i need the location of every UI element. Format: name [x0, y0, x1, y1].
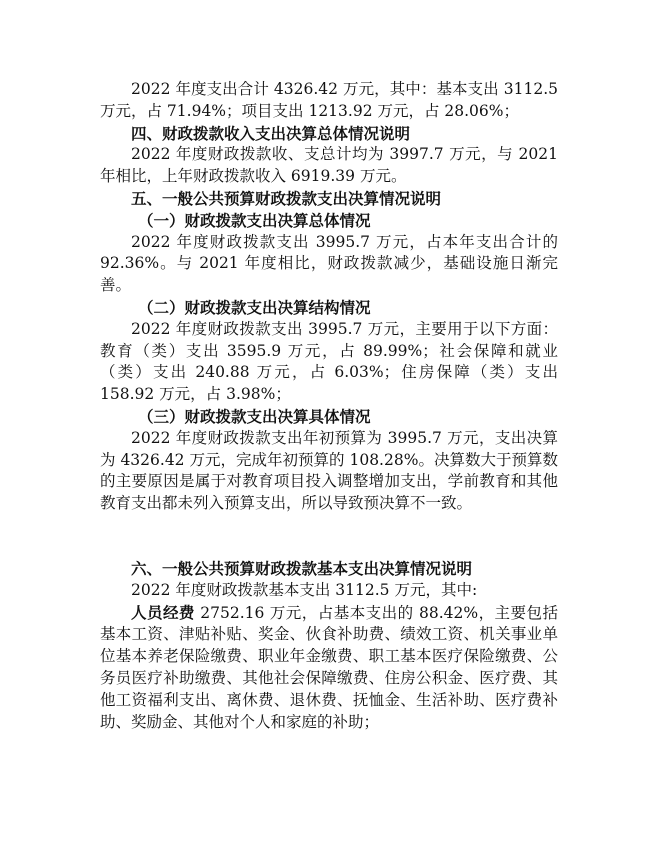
section-spacer [100, 515, 558, 558]
paragraph-appropriation-total: 2022 年度财政拨款收、支总计均为 3997.7 万元，与 2021 年相比，上年财政拨款收入 6919.39 万元。 [100, 145, 558, 186]
personnel-expenses-label: 人员经费 [131, 602, 195, 622]
personnel-expenses-text: 2752.16 万元，占基本支出的 88.42%，主要包括基本工资、津贴补贴、奖金、伙食补助费、绩效工资、机关事业单位基本养老保险缴费、职业年金缴费、职工基本医疗保险缴费、公务员医疗补助缴费、其他社会保障缴费、住房公积金、医疗费、其他工资福利支出、离休费、退休费、抚恤金、生活补助、医疗费补助、奖励金、其他对个人和家庭的补助； [100, 603, 558, 731]
heading-section-4: 四、财政拨款收入支出决算总体情况说明 [131, 123, 411, 143]
document-body [100, 79, 558, 733]
heading-section-5-1: （一）财政拨款支出决算总体情况 [138, 210, 371, 230]
paragraph-personnel-expenses [100, 602, 558, 734]
paragraph-appropriation-structure: 2022 年度财政拨款支出 3995.7 万元，主要用于以下方面：教育（类）支出 3595.9 万元，占 89.99%；社会保障和就业（类）支出 240.88 万元，占 6.03%；住房保障（类）支出 158.92 万元，占 3.98%； [100, 319, 558, 404]
heading-section-6: 六、一般公共预算财政拨款基本支出决算情况说明 [131, 558, 473, 578]
heading-section-5-2: （二）财政拨款支出决算结构情况 [138, 297, 371, 317]
paragraph-appropriation-overall: 2022 年度财政拨款支出 3995.7 万元，占本年支出合计的 92.36%。与 2021 年度相比，财政拨款减少，基础设施日渐完善。 [100, 232, 558, 295]
heading-section-5-3: （三）财政拨款支出决算具体情况 [138, 406, 371, 426]
paragraph-basic-expenditure: 2022 年度财政拨款基本支出 3112.5 万元，其中: [131, 580, 478, 599]
paragraph-expenditure-total: 2022 年度支出合计 4326.42 万元，其中：基本支出 3112.5 万元，占 71.94%；项目支出 1213.92 万元，占 28.06%； [100, 80, 558, 120]
heading-section-5: 五、一般公共预算财政拨款支出决算情况说明 [131, 188, 442, 208]
paragraph-appropriation-detail: 2022 年度财政拨款支出年初预算为 3995.7 万元，支出决算为 4326.42 万元，完成年初预算的 108.28%。决算数大于预算数的主要原因是属于对教育项目投入调整增加支出，学前教育和其他教育支出都未列入预算支出，所以导致预决算不一致。 [100, 428, 558, 513]
